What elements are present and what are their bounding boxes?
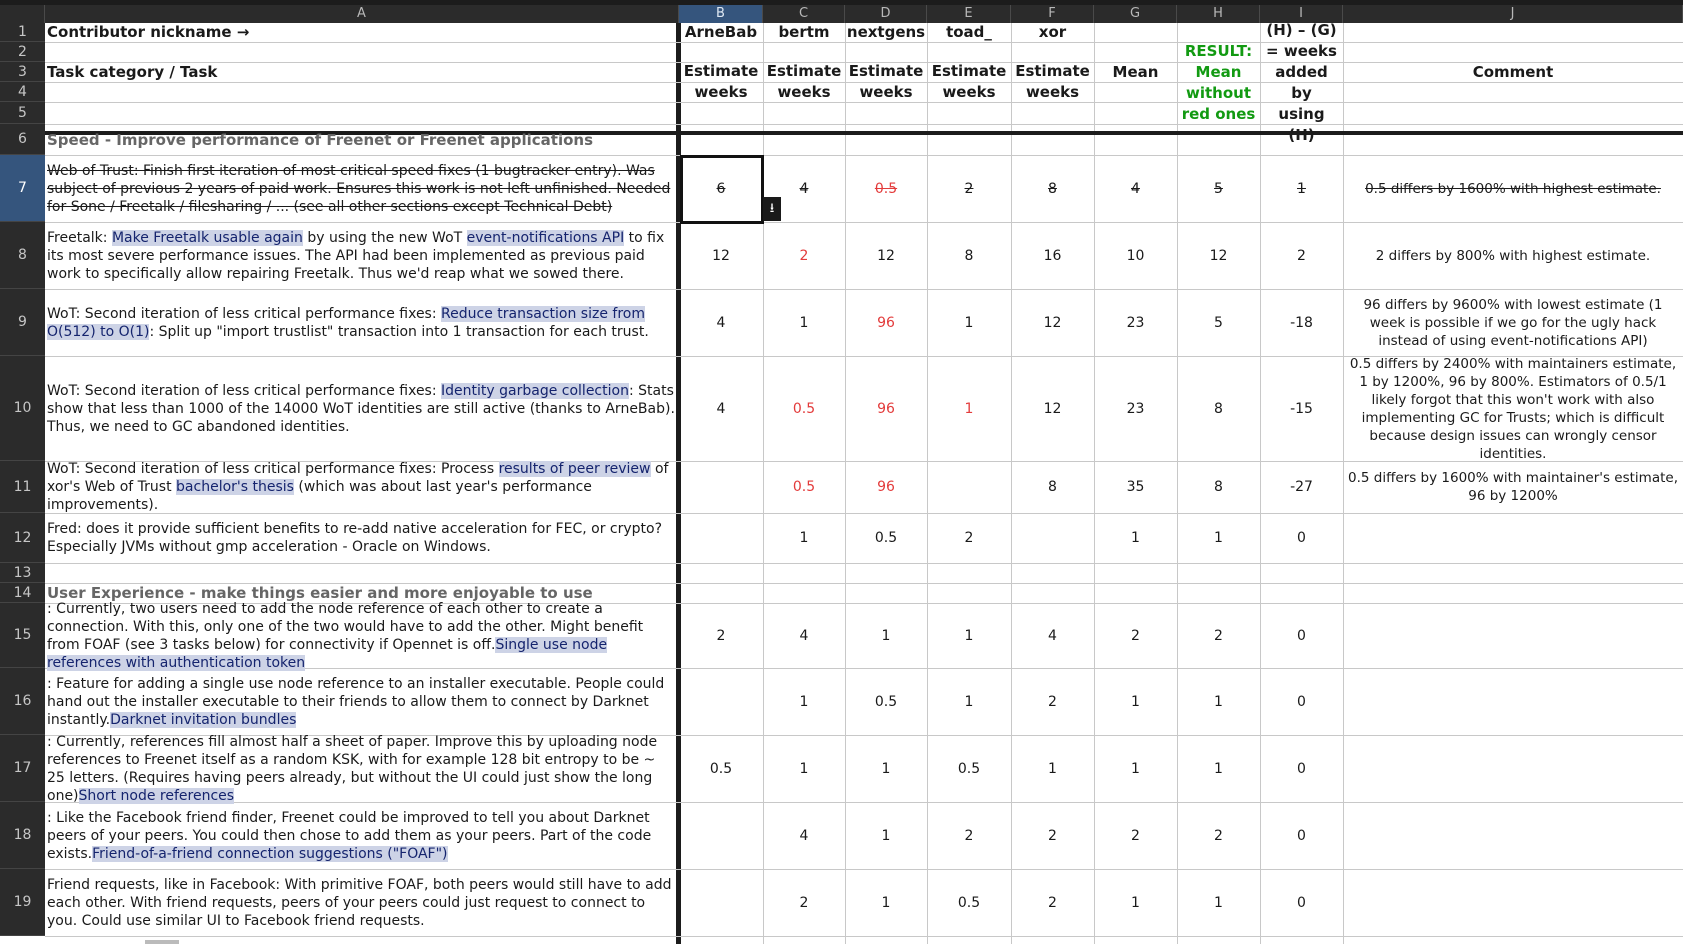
column-header-b[interactable]: B	[679, 5, 763, 23]
row-header-12[interactable]: 12	[0, 513, 45, 563]
estimate-weeks-header[interactable]	[1011, 62, 1094, 102]
comment-r16[interactable]	[1343, 668, 1683, 735]
value-r12-f[interactable]	[1011, 513, 1094, 563]
task-text	[47, 876, 676, 930]
value-r17-b[interactable]: 0.5	[709, 760, 733, 777]
row-header-8[interactable]: 8	[0, 222, 45, 289]
value-r7-i[interactable]: 1	[1297, 180, 1306, 197]
task-segment: Web of Trust: Finish first iteration of most critical speed fixes (1 bugtracker entry). Was subject of previous 2 years of paid work. Ensures this work is not left unfinished. Needed for Sone / Freetalk / filesharing / ... (see all other sections except Technical Debt)	[47, 162, 671, 215]
task-r18[interactable]	[45, 802, 679, 869]
value-r11-g[interactable]: 35	[1126, 479, 1145, 495]
task-segment: : Currently, two users need to add the node reference of each other to create a connection. With this, only one of the two would have to add the other. Might benefit from FOAF (see 3 tasks below) for connectivity if Opennet is off.	[47, 600, 644, 653]
row-header-16[interactable]: 16	[0, 668, 45, 735]
value-r7-e[interactable]: 2	[964, 180, 974, 197]
row-header-3[interactable]: 3	[0, 62, 45, 82]
value-r19-b[interactable]	[679, 869, 763, 936]
value-r16-e[interactable]: 1	[964, 693, 974, 710]
row-header-2[interactable]: 2	[0, 42, 45, 62]
value-r18-b[interactable]	[679, 802, 763, 869]
task-segment: : Split up "import trustlist" transaction into 1 transaction for each trust.	[149, 323, 649, 340]
task-text	[47, 520, 676, 556]
row-header-6[interactable]: 6	[0, 124, 45, 155]
value-r9-b[interactable]: 4	[716, 314, 726, 331]
section-user-experience[interactable]: User Experience - make things easier and more enjoyable to use	[47, 584, 593, 602]
value-r17-g[interactable]: 1	[1131, 760, 1140, 777]
weeks-label: weeks	[1025, 83, 1080, 101]
task-text	[47, 733, 676, 805]
task-r10[interactable]	[45, 356, 679, 461]
row-header-1[interactable]: 1	[0, 23, 45, 42]
value-r15-i[interactable]: 0	[1297, 627, 1306, 644]
task-segment: : Like the Facebook friend finder, Freenet could be improved to tell you about Darknet peers of your peers. You could then chose to add them as your peers. Part of the code exists.	[47, 809, 652, 862]
value-r12-e[interactable]: 2	[964, 530, 974, 546]
value-r18-g[interactable]: 2	[1131, 827, 1140, 844]
task-text	[47, 600, 676, 672]
value-r16-h[interactable]: 1	[1214, 693, 1223, 710]
value-r10-d[interactable]: 96	[877, 400, 895, 417]
comment-r8[interactable]: 2 differs by 800% with highest estimate.	[1375, 247, 1651, 264]
task-segment: : Feature for adding a single use node reference to an installer executable. People could hand out the installer executable to their friends to allow them to connect by Darknet instantly.	[47, 675, 665, 728]
value-r15-f[interactable]: 4	[1048, 627, 1057, 644]
task-category-label[interactable]: Task category / Task	[47, 62, 218, 81]
value-r16-b[interactable]	[679, 668, 763, 735]
row-header-15[interactable]: 15	[0, 603, 45, 668]
value-r19-g[interactable]: 1	[1131, 894, 1140, 911]
estimate-weeks-header[interactable]	[679, 62, 763, 102]
value-r7-g[interactable]: 4	[1131, 180, 1140, 197]
value-r9-g[interactable]: 23	[1126, 314, 1145, 331]
value-r12-c[interactable]: 1	[799, 530, 809, 546]
value-r10-i[interactable]: -15	[1290, 400, 1313, 417]
diff-label-3: added by	[1275, 63, 1328, 102]
gridline-row-19	[45, 936, 1683, 937]
value-r17-e[interactable]: 0.5	[957, 760, 981, 777]
value-r10-e[interactable]: 1	[964, 400, 974, 417]
row-header-10[interactable]: 10	[0, 356, 45, 461]
value-r15-c[interactable]: 4	[799, 627, 809, 644]
value-r19-d[interactable]: 1	[881, 894, 891, 911]
nickname-bertm[interactable]: bertm	[778, 23, 830, 41]
task-segment: (which was about last year's performance improvements).	[47, 479, 592, 513]
value-r10-h[interactable]: 8	[1214, 400, 1223, 417]
comment-r11[interactable]: 0.5 differs by 1600% with maintainer's estimate, 96 by 1200%	[1347, 470, 1678, 504]
column-header-h[interactable]: H	[1177, 5, 1260, 23]
value-r19-e[interactable]: 0.5	[957, 894, 981, 911]
download-arrow-icon: ⭳	[769, 201, 775, 216]
estimate-label: Estimate	[931, 62, 1007, 80]
task-r12[interactable]	[45, 513, 679, 563]
contributor-nickname-label[interactable]: Contributor nickname →	[47, 23, 250, 41]
value-r17-c[interactable]: 1	[799, 760, 809, 777]
horizontal-scrollbar-thumb[interactable]	[145, 940, 179, 944]
value-r9-i[interactable]: -18	[1290, 314, 1313, 331]
task-r9[interactable]	[45, 289, 679, 356]
cell-cursor-b7	[680, 155, 764, 224]
value-r15-e[interactable]: 1	[964, 627, 974, 644]
estimate-weeks-header[interactable]	[763, 62, 845, 102]
comment-r7[interactable]: 0.5 differs by 1600% with highest estimate.	[1365, 180, 1661, 197]
value-r16-i[interactable]: 0	[1297, 693, 1306, 710]
nickname-nextgens[interactable]: nextgens	[846, 23, 926, 41]
diff-label-1: (H) – (G)	[1266, 21, 1337, 39]
value-r19-h[interactable]: 1	[1214, 894, 1223, 911]
value-r11-i[interactable]: -27	[1290, 479, 1313, 495]
task-link: Identity garbage collection	[441, 382, 629, 399]
row-header-5[interactable]: 5	[0, 102, 45, 124]
value-r8-e[interactable]: 8	[964, 247, 974, 264]
value-r12-b[interactable]	[679, 513, 763, 563]
value-r9-e[interactable]: 1	[964, 314, 974, 331]
comment-r9[interactable]: 96 differs by 9600% with lowest estimate (1 week is possible if we go for the ugly hack instead of using event-notifications API)	[1363, 296, 1663, 349]
value-r16-c[interactable]: 1	[799, 693, 809, 710]
value-r9-f[interactable]: 12	[1043, 314, 1062, 331]
value-r15-b[interactable]: 2	[716, 627, 726, 644]
task-segment: Freetalk:	[47, 229, 112, 246]
value-r16-d[interactable]: 0.5	[874, 693, 898, 710]
value-r19-f[interactable]: 2	[1048, 894, 1057, 911]
task-segment: to fix its most severe performance issues. The API had been implemented as previous paid work to specifically allow repairing Freetalk. Thus we'd reap what we sowed there.	[47, 229, 665, 282]
task-r16[interactable]	[45, 668, 679, 735]
value-r8-h[interactable]: 12	[1209, 247, 1228, 264]
comment-r17[interactable]	[1343, 735, 1683, 802]
difference-header[interactable]	[1260, 21, 1343, 144]
column-header-g[interactable]: G	[1094, 5, 1177, 23]
value-r8-d[interactable]: 12	[877, 247, 895, 264]
task-text	[47, 809, 676, 863]
result-header[interactable]	[1177, 42, 1260, 124]
value-r11-h[interactable]: 8	[1214, 479, 1223, 495]
value-r8-g[interactable]: 10	[1126, 247, 1145, 264]
comment-r15[interactable]	[1343, 603, 1683, 668]
row-header-17[interactable]: 17	[0, 735, 45, 802]
task-text	[47, 229, 676, 283]
task-segment: Fred: does it provide sufficient benefits to re-add native acceleration for FEC, or crypto? Especially JVMs without gmp acceleration - Oracle on Windows.	[47, 521, 663, 555]
weeks-label: weeks	[694, 83, 748, 101]
value-r7-c[interactable]: 4	[799, 180, 809, 197]
result-without-label: without	[1185, 84, 1251, 102]
value-r18-f[interactable]: 2	[1048, 827, 1057, 844]
value-r12-g[interactable]: 1	[1131, 530, 1140, 546]
value-r11-b[interactable]	[679, 461, 763, 513]
value-r9-c[interactable]: 1	[799, 314, 809, 331]
value-r12-h[interactable]: 1	[1214, 530, 1223, 546]
value-r18-d[interactable]: 1	[881, 827, 891, 844]
task-segment: : Stats show that less than 1000 of the 14000 WoT identities are still active (thanks to ArneBab). Thus, we need to GC abandoned identities.	[47, 382, 675, 435]
value-r19-c[interactable]: 2	[799, 894, 809, 911]
value-r12-d[interactable]: 0.5	[874, 530, 898, 546]
estimate-label: Estimate	[848, 62, 924, 80]
task-text	[47, 305, 676, 341]
comment-header[interactable]: Comment	[1472, 62, 1554, 81]
column-header-j[interactable]: J	[1343, 5, 1683, 23]
value-r18-h[interactable]: 2	[1214, 827, 1223, 844]
task-text	[47, 382, 676, 436]
column-header-e[interactable]: E	[927, 5, 1011, 23]
value-r12-i[interactable]: 0	[1297, 530, 1306, 546]
task-link: bachelor's thesis	[176, 479, 294, 495]
row-header-14[interactable]: 14	[0, 583, 45, 603]
task-segment: of xor's Web of Trust	[47, 461, 669, 495]
nickname-xor[interactable]: xor	[1038, 23, 1067, 41]
comment-r18[interactable]	[1343, 802, 1683, 869]
task-r7[interactable]	[45, 155, 679, 222]
task-r17[interactable]	[45, 735, 679, 802]
diff-label-2: = weeks	[1266, 42, 1337, 60]
row-header-18[interactable]: 18	[0, 802, 45, 869]
task-link: event-notifications API	[466, 229, 625, 246]
value-r10-b[interactable]: 4	[716, 400, 726, 417]
task-link: Make Freetalk usable again	[111, 229, 303, 246]
task-r8[interactable]	[45, 222, 679, 289]
column-header-f[interactable]: F	[1011, 5, 1094, 23]
column-header-c[interactable]: C	[763, 5, 845, 23]
value-r9-d[interactable]: 96	[877, 314, 895, 331]
value-r16-g[interactable]: 1	[1131, 693, 1140, 710]
value-r17-h[interactable]: 1	[1214, 760, 1223, 777]
task-segment: : Currently, references fill almost half a sheet of paper. Improve this by uploading node references to Freenet itself as a random KSK, with for example 128 bit entropy to be ~ 25 letters. (Requires having peers already, but without the UI could just show the long one)	[47, 733, 658, 804]
value-r8-b[interactable]: 12	[712, 247, 730, 264]
result-mean-label: Mean	[1195, 63, 1242, 81]
row-header-13[interactable]: 13	[0, 563, 45, 583]
task-text	[47, 675, 676, 729]
value-r17-d[interactable]: 1	[881, 760, 891, 777]
weeks-label: weeks	[859, 83, 913, 101]
value-r7-f[interactable]: 8	[1048, 180, 1057, 197]
value-r11-c[interactable]: 0.5	[792, 479, 816, 495]
task-segment: by using the new WoT	[302, 229, 467, 246]
comment-r10[interactable]: 0.5 differs by 2400% with maintainers estimate, 1 by 1200%, 96 by 800%. Estimators of 0.5/1 likely forgot that this won't work with also implementing GC for Trusts; which is difficult because design issues can wrongly censor identities.	[1349, 355, 1677, 462]
task-link: Darknet invitation bundles	[110, 711, 297, 728]
estimate-label: Estimate	[766, 62, 842, 80]
estimate-label: Estimate	[1015, 62, 1090, 80]
row-header-7[interactable]: 7	[0, 155, 45, 222]
column-header-a[interactable]: A	[45, 5, 679, 23]
value-r7-h[interactable]: 5	[1214, 180, 1223, 197]
comment-r19[interactable]	[1343, 869, 1683, 936]
weeks-label: weeks	[777, 83, 831, 101]
task-link: results of peer review	[498, 461, 651, 477]
value-r18-i[interactable]: 0	[1297, 827, 1306, 844]
mean-header[interactable]: Mean	[1112, 62, 1159, 81]
row-header-19[interactable]: 19	[0, 869, 45, 936]
value-r18-c[interactable]: 4	[799, 827, 809, 844]
result-red-label: red ones	[1181, 105, 1256, 123]
estimate-label: Estimate	[683, 62, 759, 80]
value-r10-c[interactable]: 0.5	[792, 400, 816, 417]
task-text	[47, 162, 676, 216]
value-r8-f[interactable]: 16	[1043, 247, 1062, 264]
value-r15-d[interactable]: 1	[881, 627, 891, 644]
row-header-11[interactable]: 11	[0, 461, 45, 513]
task-link: Friend-of-a-friend connection suggestions ("FOAF")	[92, 845, 448, 862]
value-r11-f[interactable]: 8	[1048, 479, 1057, 495]
task-r11[interactable]	[45, 461, 679, 513]
task-segment: Friend requests, like in Facebook: With primitive FOAF, both peers would still have to add each other. With friend requests, peers of your peers could just request to connect to you. Could use similar UI to Facebook friend requests.	[47, 876, 672, 929]
value-r9-h[interactable]: 5	[1214, 314, 1223, 331]
value-r11-d[interactable]: 96	[877, 479, 895, 495]
gridline-row-12	[45, 563, 1683, 564]
row-header-9[interactable]: 9	[0, 289, 45, 356]
task-link: Reduce transaction size from O(512) to O(1)	[47, 305, 645, 340]
task-link: Short node references	[78, 787, 235, 804]
nickname-arnebab[interactable]: ArneBab	[684, 23, 758, 41]
value-r17-f[interactable]: 1	[1048, 760, 1057, 777]
value-r7-b[interactable]: 6	[716, 180, 726, 197]
value-r10-f[interactable]: 12	[1043, 400, 1062, 417]
diff-label-4: using (H)	[1278, 105, 1325, 144]
value-r15-h[interactable]: 2	[1214, 627, 1223, 644]
task-r15[interactable]	[45, 600, 679, 671]
weeks-label: weeks	[942, 83, 996, 101]
result-label: RESULT:	[1184, 42, 1253, 60]
column-header-i[interactable]: I	[1260, 5, 1343, 23]
autofill-button[interactable]	[763, 197, 781, 221]
column-header-d[interactable]: D	[845, 5, 927, 23]
task-r19[interactable]	[45, 869, 679, 936]
value-r11-e[interactable]	[927, 461, 1011, 513]
value-r19-i[interactable]: 0	[1297, 894, 1306, 911]
estimate-weeks-header[interactable]	[845, 62, 927, 102]
comment-r12[interactable]	[1343, 513, 1683, 563]
nickname-toad[interactable]: toad_	[946, 23, 992, 41]
value-r7-d[interactable]: 0.5	[874, 180, 898, 197]
estimate-weeks-header[interactable]	[927, 62, 1011, 102]
value-r8-i[interactable]: 2	[1297, 247, 1306, 264]
value-r10-g[interactable]: 23	[1126, 400, 1145, 417]
select-all-corner[interactable]	[0, 5, 45, 23]
value-r8-c[interactable]: 2	[799, 247, 809, 264]
row-header-4[interactable]: 4	[0, 82, 45, 102]
value-r16-f[interactable]: 2	[1048, 693, 1057, 710]
value-r18-e[interactable]: 2	[964, 827, 974, 844]
task-text	[47, 460, 676, 514]
value-r15-g[interactable]: 2	[1131, 627, 1140, 644]
section-speed[interactable]: Speed - Improve performance of Freenet or Freenet applications	[47, 130, 594, 149]
task-segment: WoT: Second iteration of less critical performance fixes:	[47, 382, 442, 399]
value-r17-i[interactable]: 0	[1297, 760, 1306, 777]
task-segment: WoT: Second iteration of less critical performance fixes:	[47, 305, 442, 322]
task-segment: WoT: Second iteration of less critical performance fixes: Process	[47, 461, 499, 477]
task-link: Single use node references with authentication token	[47, 636, 608, 671]
